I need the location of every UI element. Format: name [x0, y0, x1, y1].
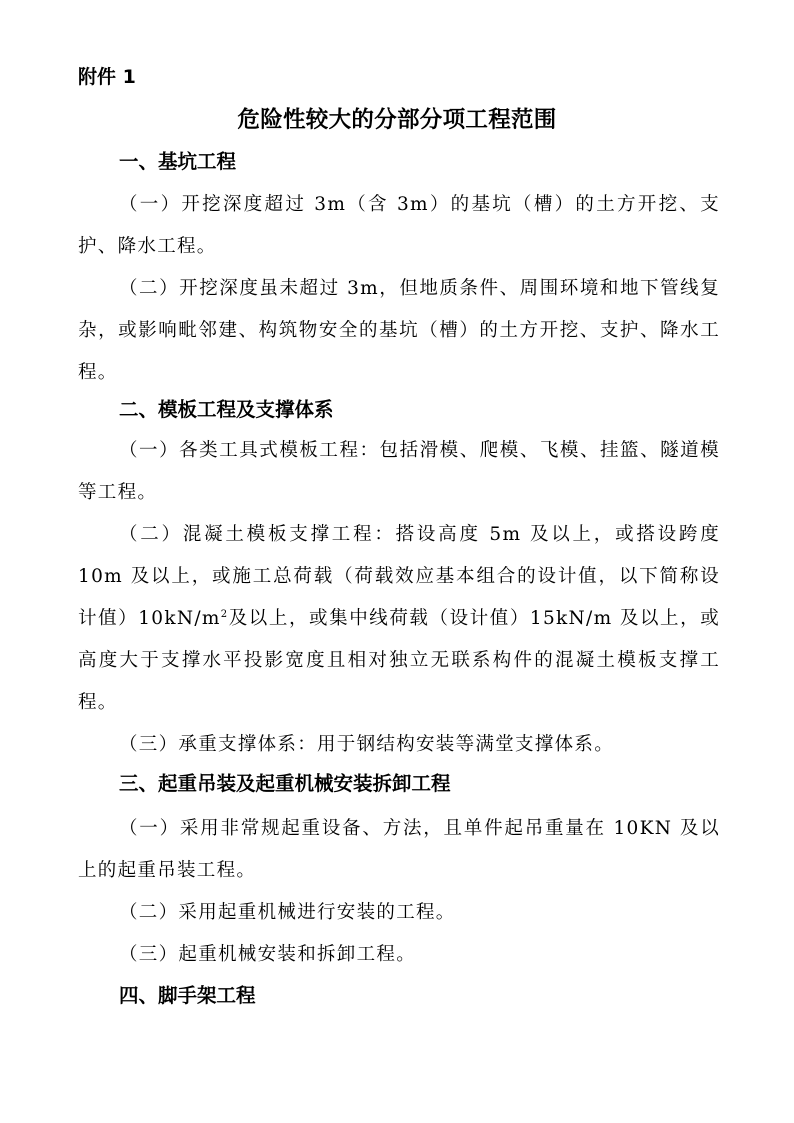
section-heading-formwork: 二、模板工程及支撑体系 — [119, 398, 334, 421]
paragraph-formwork-2-part1: （二）混凝土模板支撑工程：搭设高度 5m 及以上，或搭设跨度 10m 及以上，或施工总荷载（荷载效应基本组合的设计值，以下简称设计值）10kN/m — [78, 524, 720, 629]
section-heading-excavation: 一、基坑工程 — [119, 150, 237, 173]
paragraph-formwork-3: （三）承重支撑体系：用于钢结构安装等满堂支撑体系。 — [119, 734, 615, 755]
paragraph-lifting-3: （三）起重机械安装和拆卸工程。 — [119, 944, 417, 965]
superscript-square: 2 — [220, 608, 229, 620]
paragraph-formwork-2 — [78, 514, 720, 724]
paragraph-formwork-1: （一）各类工具式模板工程：包括滑模、爬模、飞模、挂篮、隧道模等工程。 — [78, 440, 720, 503]
section-heading-scaffolding: 四、脚手架工程 — [119, 984, 256, 1007]
paragraph-lifting-1: （一）采用非常规起重设备、方法，且单件起吊重量在 10KN 及以上的起重吊装工程。 — [78, 818, 720, 881]
paragraph-lifting-2: （二）采用起重机械进行安装的工程。 — [119, 902, 456, 923]
paragraph-formwork-2-part2: 及以上，或集中线荷载（设计值）15kN/m 及以上，或高度大于支撑水平投影宽度且相对独立无联系构件的混凝土模板支撑工程。 — [78, 608, 720, 713]
attachment-label: 附件 1 — [78, 66, 136, 88]
paragraph-excavation-1: （一）开挖深度超过 3m（含 3m）的基坑（槽）的土方开挖、支护、降水工程。 — [78, 194, 720, 257]
section-heading-lifting: 三、起重吊装及起重机械安装拆卸工程 — [119, 772, 451, 795]
document-title: 危险性较大的分部分项工程范围 — [237, 107, 557, 133]
paragraph-excavation-2: （二）开挖深度虽未超过 3m，但地质条件、周围环境和地下管线复杂，或影响毗邻建、构筑物安全的基坑（槽）的土方开挖、支护、降水工程。 — [78, 278, 720, 383]
